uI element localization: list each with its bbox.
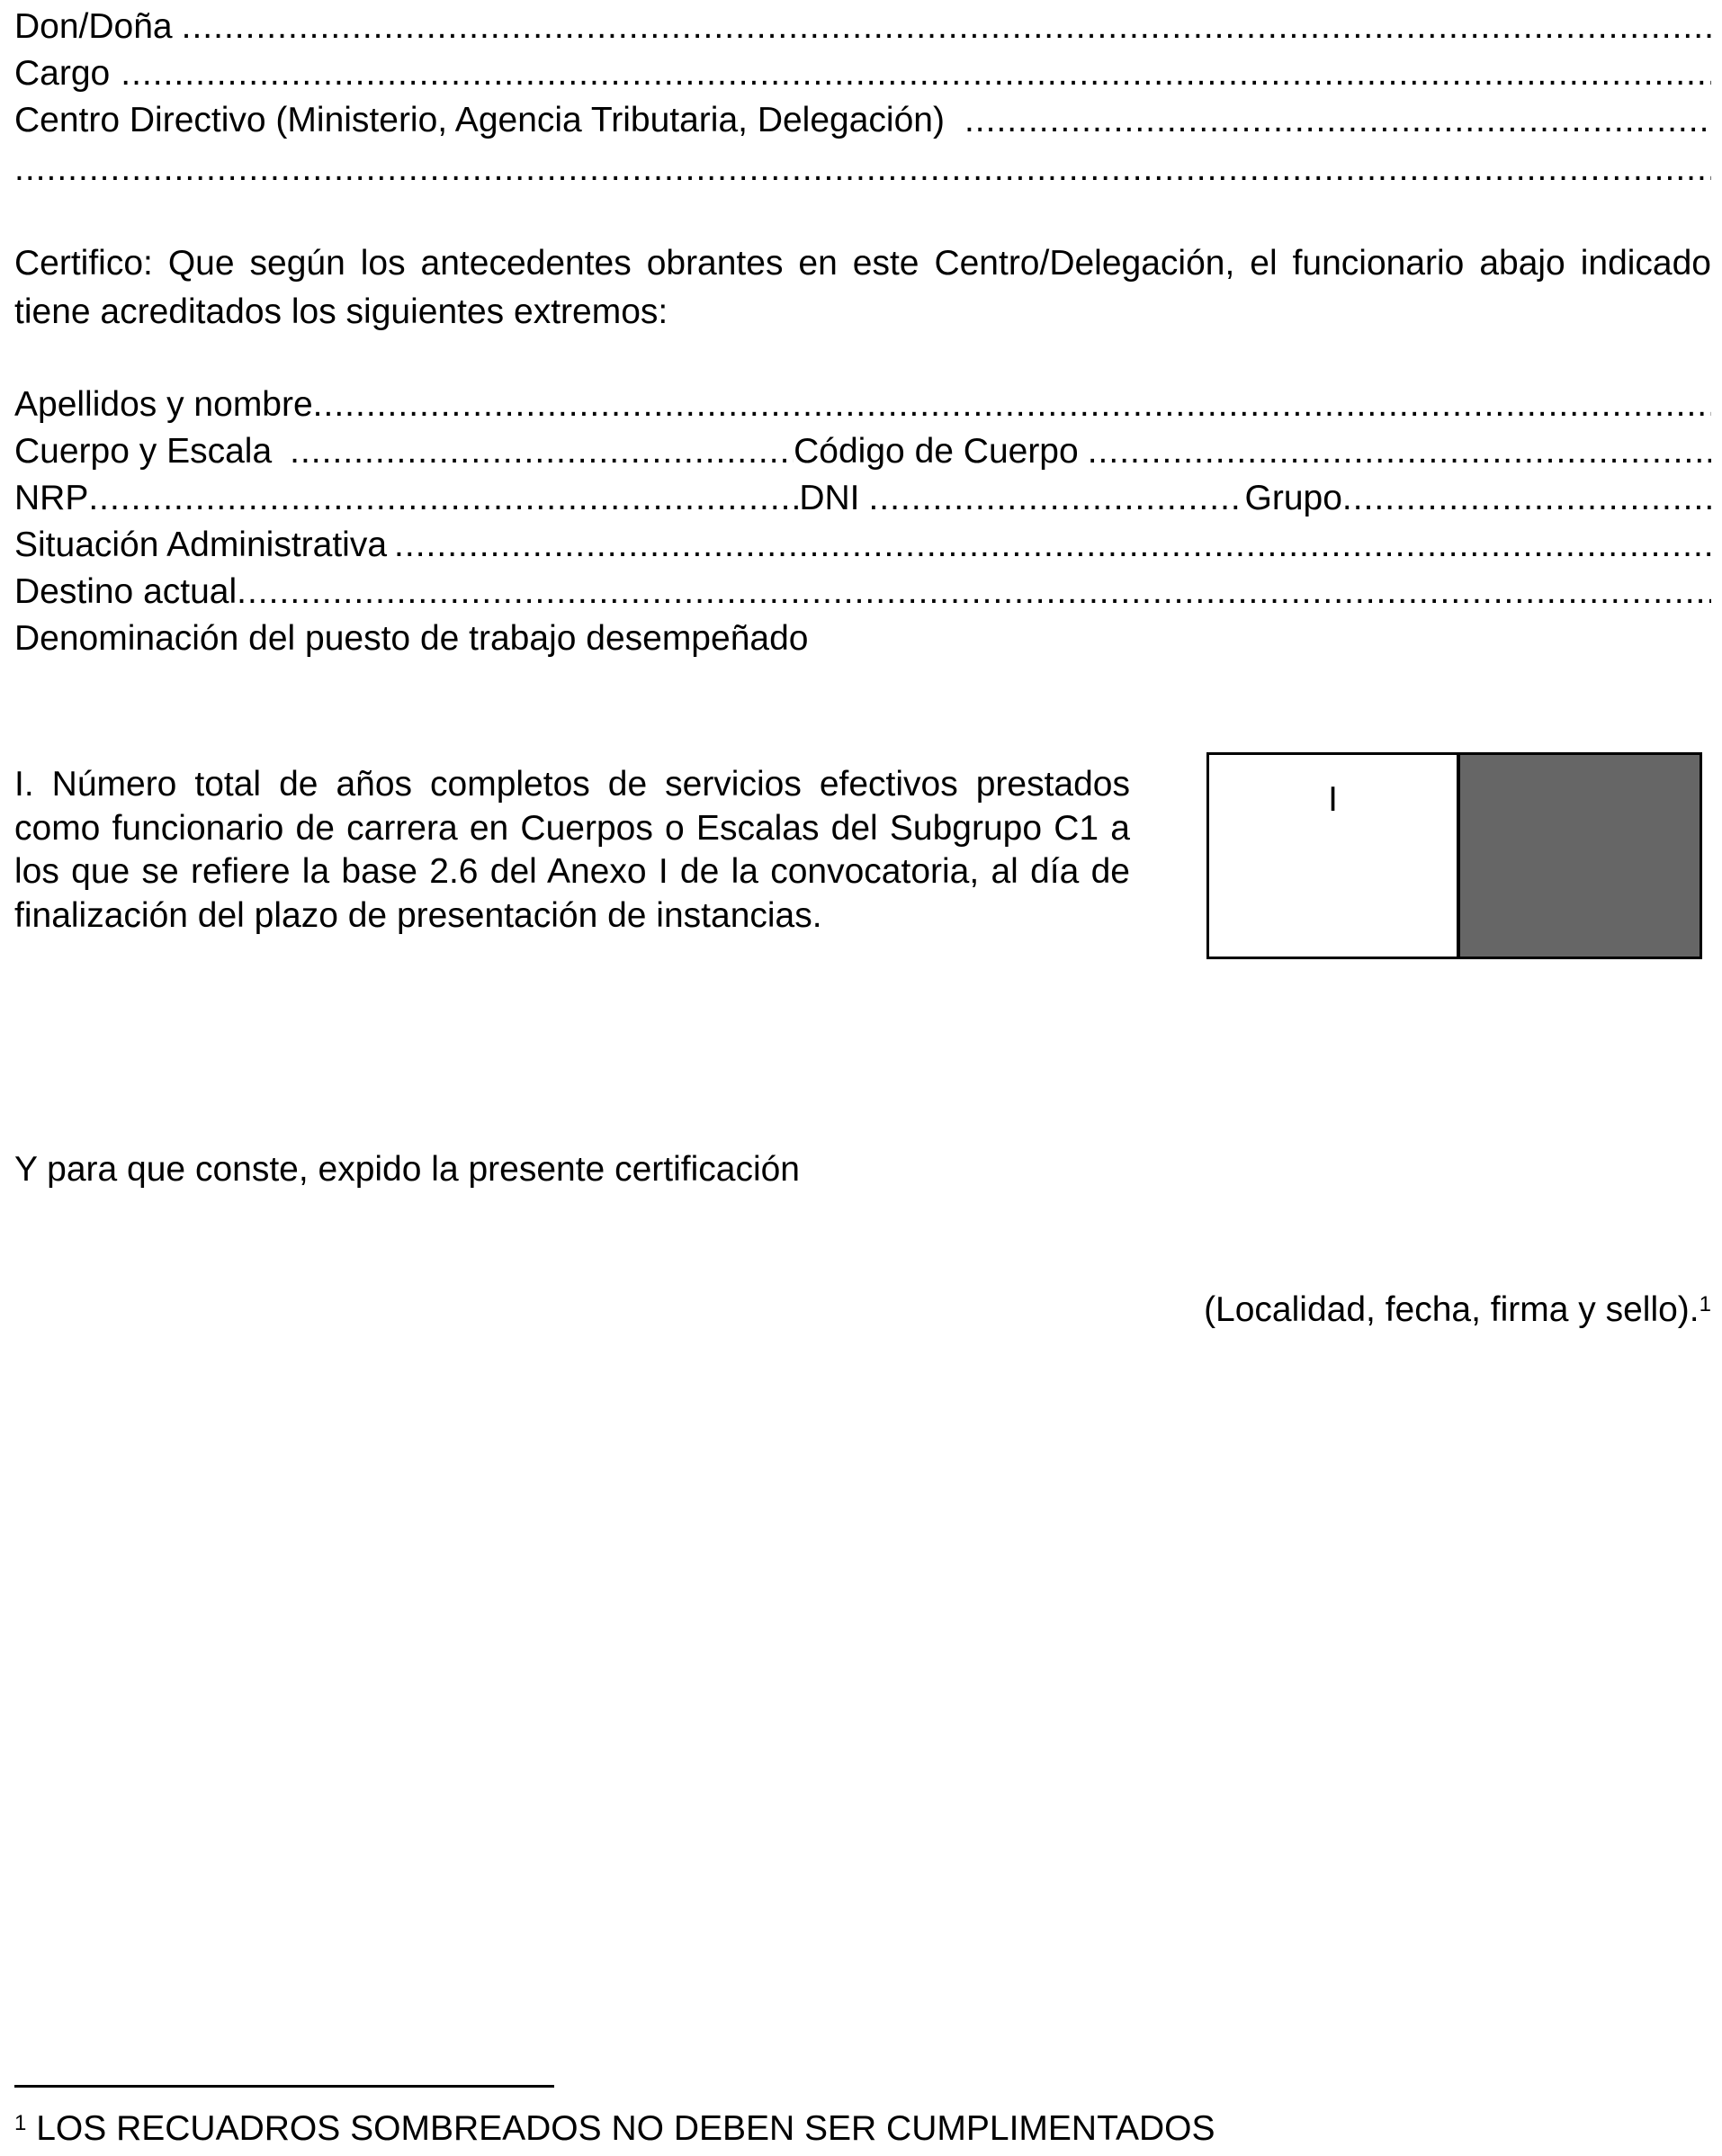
centro-continuation-dotted-field[interactable] bbox=[14, 146, 1711, 193]
destino-line bbox=[14, 569, 1711, 615]
centro-label: Centro Directivo (Ministerio, Agencia Tributaria, Delegación) bbox=[14, 101, 945, 139]
cargo-dotted-field[interactable] bbox=[121, 50, 1711, 97]
nrp-label: NRP bbox=[14, 479, 89, 517]
apellidos-line bbox=[14, 382, 1711, 428]
footnote-divider bbox=[14, 2085, 554, 2088]
nrp-dni-grupo-line bbox=[14, 475, 1711, 522]
cuerpo-line bbox=[14, 428, 1711, 475]
footnote bbox=[14, 2106, 1215, 2152]
section-i-box-label: I bbox=[1328, 780, 1338, 819]
denominacion-label: Denominación del puesto de trabajo desempeñado bbox=[14, 619, 809, 658]
don-label: Don/Doña bbox=[14, 7, 173, 46]
closing-line bbox=[14, 1146, 1711, 1193]
footnote-text: LOS RECUADROS SOMBREADOS NO DEBEN SER CUMPLIMENTADOS bbox=[36, 2109, 1215, 2148]
cargo-line bbox=[14, 50, 1711, 97]
signature-text: (Localidad, fecha, firma y sello). bbox=[1204, 1290, 1700, 1329]
situacion-label: Situación Administrativa bbox=[14, 526, 388, 564]
grupo-label: Grupo bbox=[1244, 479, 1342, 517]
apellidos-label: Apellidos y nombre bbox=[14, 385, 313, 424]
section-i-text: I. Número total de años completos de servicios efectivos prestados como funcionario de carrera en Cuerpos o Escalas del Subgrupo C1 a los que se refiere la base 2.6 del Anexo I de la convocatoria, al día de finalización del plazo de presentación de instancias. bbox=[14, 765, 1130, 935]
grupo-dotted-field[interactable] bbox=[1342, 475, 1711, 522]
section-i-input-cell[interactable] bbox=[1209, 755, 1460, 957]
centro-dotted-field[interactable] bbox=[964, 97, 1711, 144]
dni-label: DNI bbox=[799, 479, 860, 517]
closing-text: Y para que conste, expido la presente certificación bbox=[14, 1150, 800, 1189]
signature-footnote-mark: 1 bbox=[1699, 1292, 1711, 1316]
destino-label: Destino actual bbox=[14, 572, 238, 611]
situacion-dotted-field[interactable] bbox=[394, 522, 1711, 569]
footnote-mark: 1 bbox=[14, 2111, 27, 2135]
codigo-dotted-field[interactable] bbox=[1088, 428, 1711, 475]
destino-dotted-field[interactable] bbox=[237, 569, 1711, 615]
centro-line bbox=[14, 97, 1711, 144]
nrp-dotted-field[interactable] bbox=[88, 475, 799, 522]
denominacion-line bbox=[14, 615, 1711, 662]
centro-continuation-line bbox=[14, 146, 1711, 193]
section-i-box bbox=[1206, 752, 1702, 959]
don-line bbox=[14, 4, 1711, 50]
certifico-paragraph: Certifico: Que según los antecedentes obrantes en este Centro/Delegación, el funcionario abajo indicado tiene acreditados los siguientes extremos: bbox=[14, 244, 1711, 331]
cargo-label: Cargo bbox=[14, 54, 111, 93]
signature-line bbox=[1204, 1287, 1711, 1334]
don-dotted-field[interactable] bbox=[182, 4, 1711, 50]
section-i-shaded-cell bbox=[1460, 755, 1700, 957]
apellidos-dotted-field[interactable] bbox=[313, 382, 1711, 428]
situacion-line bbox=[14, 522, 1711, 569]
dni-dotted-field[interactable] bbox=[869, 475, 1240, 522]
cuerpo-label: Cuerpo y Escala bbox=[14, 432, 273, 471]
codigo-label: Código de Cuerpo bbox=[794, 432, 1079, 471]
cuerpo-dotted-field[interactable] bbox=[290, 428, 794, 475]
